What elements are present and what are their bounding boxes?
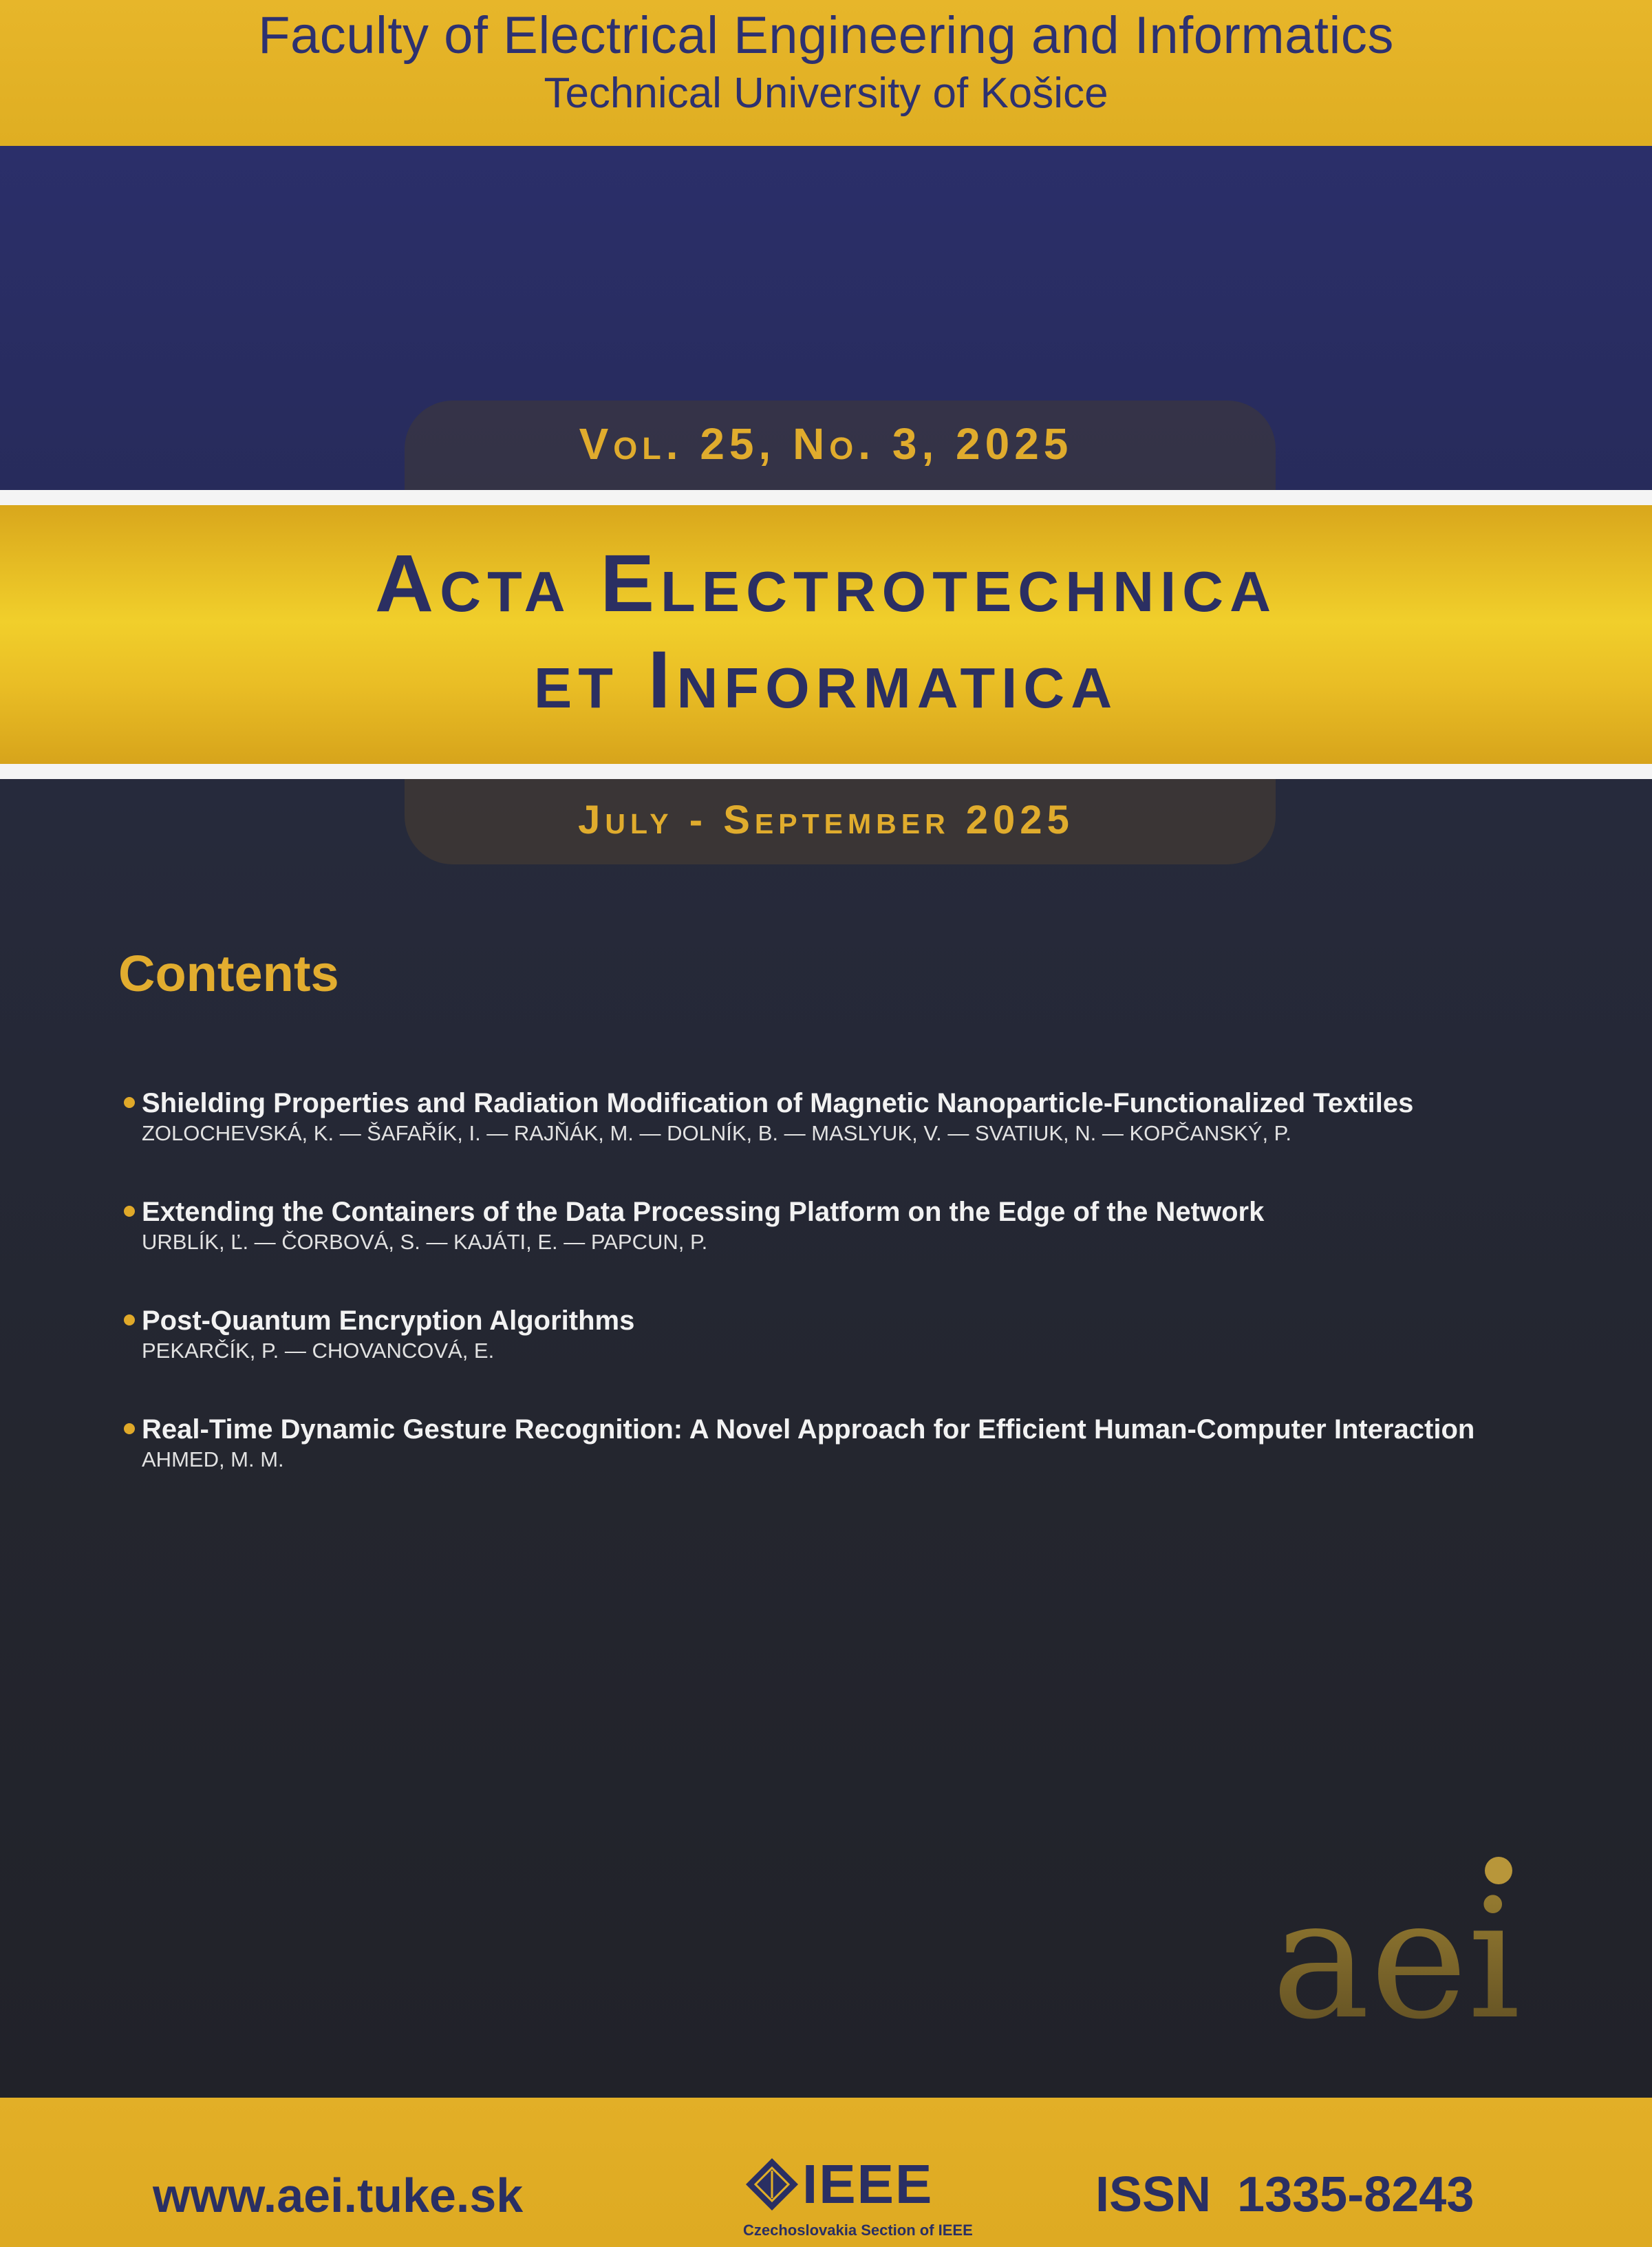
ieee-logo-text: IEEE <box>802 2153 934 2215</box>
top-banner <box>0 0 1652 146</box>
divider-bottom <box>0 764 1652 779</box>
logo-text: aei <box>1272 1863 1521 2056</box>
bullet-icon <box>124 1314 135 1325</box>
article-title: Shielding Properties and Radiation Modification of Magnetic Nanoparticle-Functionalized Textiles <box>142 1088 1414 1118</box>
ieee-diamond-icon <box>744 2157 800 2212</box>
website-url[interactable]: www.aei.tuke.sk <box>153 2169 524 2222</box>
aei-logo <box>1258 1851 1560 2058</box>
article-title: Extending the Containers of the Data Processing Platform on the Edge of the Network <box>142 1197 1265 1227</box>
bullet-icon <box>124 1097 135 1108</box>
article-title: Real-Time Dynamic Gesture Recognition: A Novel Approach for Efficient Human-Computer Interaction <box>142 1414 1475 1445</box>
article-title: Post-Quantum Encryption Algorithms <box>142 1306 635 1336</box>
university-name: Technical University of Košice <box>544 70 1108 117</box>
journal-title-line-2: et Informatica <box>533 635 1119 725</box>
issue-period: July - September 2025 <box>578 798 1074 842</box>
volume-line: Vol. 25, No. 3, 2025 <box>579 419 1073 469</box>
journal-title-line-1: Acta Electrotechnica <box>374 538 1278 629</box>
issn-number: ISSN 1335-8243 <box>1095 2167 1474 2222</box>
toc-entry <box>124 1303 1569 1412</box>
toc-entry <box>124 1412 1569 1521</box>
table-of-contents <box>124 1086 1569 1521</box>
toc-entry <box>124 1195 1569 1303</box>
toc-entry <box>124 1086 1569 1195</box>
faculty-name: Faculty of Electrical Engineering and Informatics <box>258 6 1394 65</box>
contents-heading: Contents <box>118 945 339 1002</box>
bullet-icon <box>124 1423 135 1434</box>
article-authors: AHMED, M. M. <box>142 1447 284 1471</box>
ieee-section: Czechoslovakia Section of IEEE <box>743 2222 973 2239</box>
divider-top <box>0 490 1652 505</box>
article-authors: URBLÍK, Ľ. — ČORBOVÁ, S. — KAJÁTI, E. — PAPCUN, P. <box>142 1230 708 1254</box>
article-authors: PEKARČÍK, P. — CHOVANCOVÁ, E. <box>142 1339 495 1363</box>
bullet-icon <box>124 1206 135 1217</box>
article-authors: ZOLOCHEVSKÁ, K. — ŠAFAŘÍK, I. — RAJŇÁK, M. — DOLNÍK, B. — MASLYUK, V. — SVATIUK, N. — KOPČANSKÝ, P. <box>142 1121 1291 1145</box>
